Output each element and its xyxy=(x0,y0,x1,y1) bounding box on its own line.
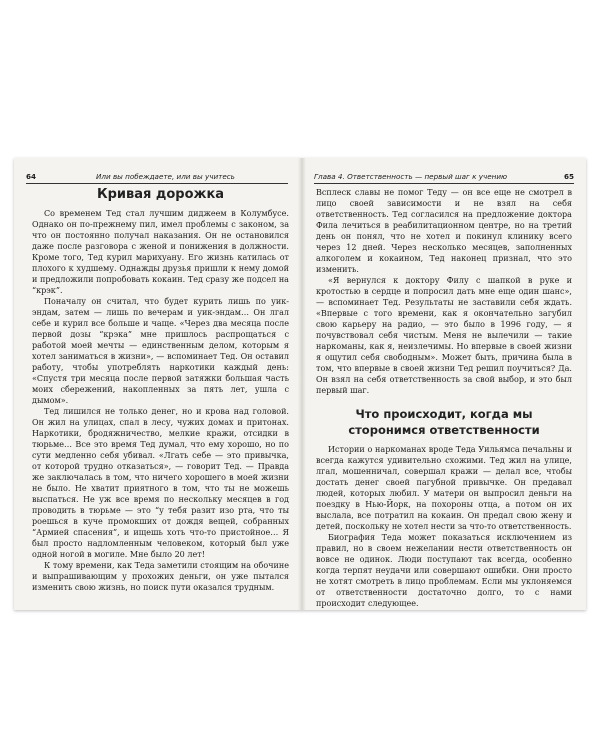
running-header xyxy=(314,170,574,182)
running-header xyxy=(26,170,288,182)
section-heading: Что происходит, когда мы сторонимся ответственности xyxy=(348,407,540,437)
paragraph: Всплеск славы не помог Теду — он все еще не смотрел в лицо своей зависимости и не взял на себя ответственность. Тед согласился на предложение доктора Фила лечиться в реабилитационном центре, но на третий день он понял, что не хотел и покинул клинику всего через 12 дней. Через несколько месяцев, заполненных алкоголем и кокаином, Тед наконец признал, что это изменить. xyxy=(316,188,572,274)
right-page xyxy=(306,158,586,610)
page-number: 65 xyxy=(563,171,574,181)
paragraph: К тому времени, как Теда заметили стоящим на обочине и выпрашивающим у прохожих деньги, он уже пытался изменить свою жизнь, но поиск пути оказался трудным. xyxy=(32,561,289,592)
book-gutter xyxy=(298,158,306,610)
left-page xyxy=(14,158,298,610)
paragraph: Биография Теда может показаться исключением из правил, но в своем нежелании нести ответственность он вовсе не одинок. Люди поступают так всегда, особенно когда терпят неудачи или совершают ошибки. Они просто не хотят смотреть в лицо проблемам. Если мы уклоняемся от ответственности достаточно долго, то с нами происходит следующее. xyxy=(316,533,572,608)
header-rule xyxy=(314,183,574,184)
page-number: 64 xyxy=(26,171,37,181)
running-title: Или вы побеждаете, или вы учитесь xyxy=(96,171,235,181)
section-heading: Кривая дорожка xyxy=(96,187,225,202)
running-title: Глава 4. Ответственность — первый шаг к учению xyxy=(314,171,508,181)
book-spread xyxy=(14,158,586,610)
paragraph: Истории о наркоманах вроде Теда Уильямса печальны и всегда кажутся удивительно схожими. Тед жил на улице, лгал, мошенничал, совершал кражи — делал все, чтобы достать денег своей пагубной привычке. Он предавал людей, которых любил. У матери он выпросил деньги на поездку в Нью-Йорк, на похороны отца, а потом он их выслала, все потратил на кокаин. Он предал свою жену и детей, поскольку не хотел нести за что-то ответственность. xyxy=(316,445,572,531)
paragraph: Тед лишился не только денег, но и крова над головой. Он жил на улицах, спал в лесу, чужих домах и притонах. Наркотики, бродяжничество, мелкие кражи, отсидки в тюрьме… Все это время Тед думал, что ему хорошо, но по сути медленно себя убивал. «Лгать себе — это привычка, от которой трудно отказаться», — говорит Тед. — Правда же заключалась в том, что ничего хорошего в моей жизни не было. Не хватит приятного в том, что ты не можешь выспаться. Не уж все время по нескольку месяцев в год проводить в тюрьме — это “у тебя разит изо рта, что ты роешься в куче промокших от дождя вещей, собранных “Армией спасения”, и ищешь хоть что-то пристойное… Я был просто надломленным человеком, который был уже одной ногой в могиле. Мне было 20 лет! xyxy=(32,407,289,559)
page-content xyxy=(316,187,572,609)
paragraph: «Я вернулся к доктору Филу с шапкой в руке и кротостью в сердце и попросил дать мне еще один шанс», — вспоминает Тед. Результаты не заставили себя ждать. «Впервые с того времени, как я окончательно загубил свою карьеру на радио, — это было в 1996 году, — я почувствовал себя чистым. Меня не вылечили — такие наркоманы, как я, неизлечимы. Но впервые в своей жизни я ощутил себя свободным». Может быть, причина была в том, что впервые в своей жизни Тед решил поучиться? Да. Он взял на себя ответственность за свой выбор, и это был первый шаг. xyxy=(316,276,572,395)
page-content xyxy=(32,187,289,593)
paragraph: Со временем Тед стал лучшим диджеем в Колумбусе. Однако он по-прежнему пил, имел проблемы с законом, за что он постоянно получал наказания. Он не остановился даже после разговора с женой и понижения в должности. Кроме того, Тед курил марихуану. Его жизнь катилась от плохого к худшему. Однажды друзья пришли к нему домой и предложили попробовать кокаин. Тед сразу же подсел на “крэк”. xyxy=(32,209,289,295)
paragraph: Поначалу он считал, что будет курить лишь по уик-эндам, затем — лишь по вечерам и уик-эндам… Он лгал себе и курил все больше и чаще. «Через два месяца после первой дозы “крэка” мне пришлось распрощаться с работой моей мечты — единственным делом, которым я хотел заниматься в жизни», — вспоминает Тед. Он оставил работу, чтобы употреблять наркотики каждый день: «Спустя три месяца после первой затяжки большая часть моих сбережений, накопленных за пять лет, ушла с дымом». xyxy=(32,297,289,405)
header-rule xyxy=(26,183,288,184)
